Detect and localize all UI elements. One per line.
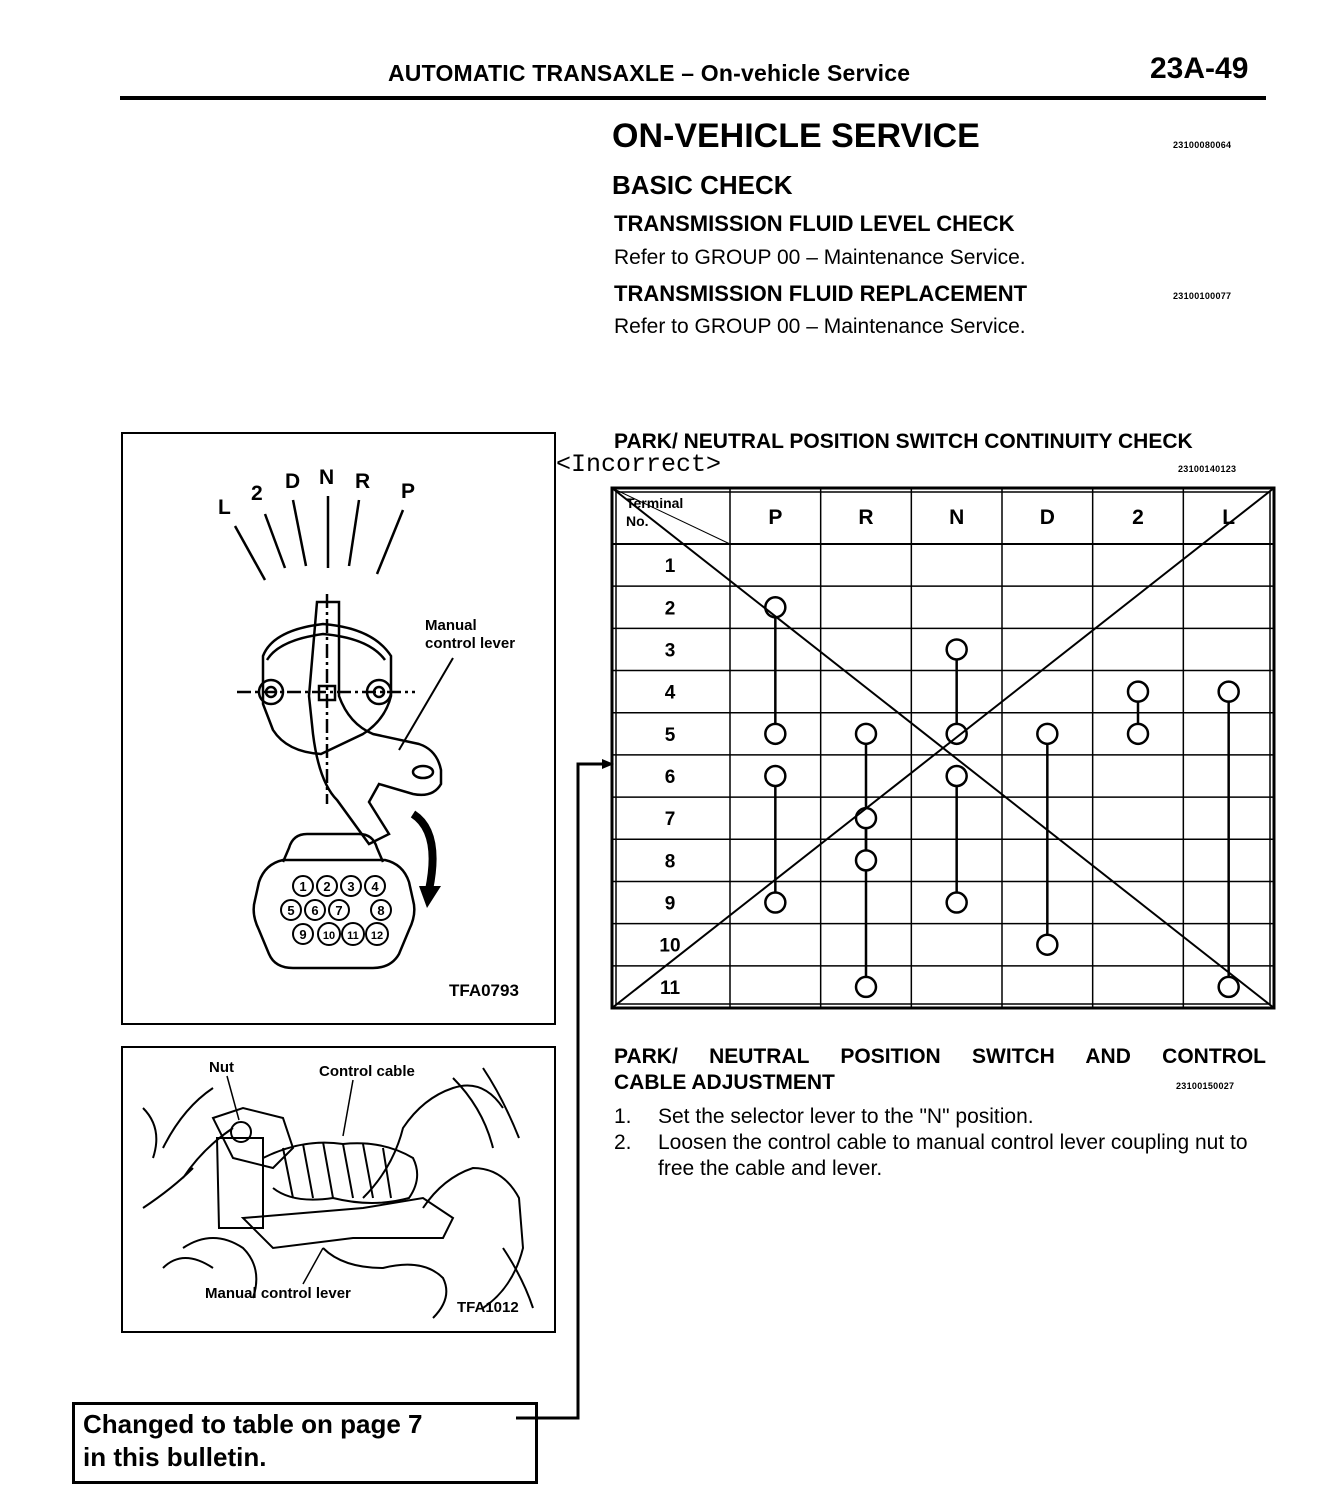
header-rule xyxy=(120,96,1266,100)
pin-label: 10 xyxy=(322,930,336,942)
engine-bay-linework xyxy=(143,1068,533,1318)
continuity-node xyxy=(856,724,876,744)
fluid-replacement-heading: TRANSMISSION FLUID REPLACEMENT xyxy=(614,281,1028,306)
column-header: P xyxy=(768,506,783,529)
fluid-replacement-text: Refer to GROUP 00 – Maintenance Service. xyxy=(614,315,1026,338)
continuity-node xyxy=(765,766,785,786)
pin-label: 12 xyxy=(370,930,384,942)
position-label: L xyxy=(218,496,231,519)
continuity-code: 23100140123 xyxy=(1178,464,1237,474)
control-cable-label: Control cable xyxy=(319,1063,415,1080)
adjustment-code: 23100150027 xyxy=(1176,1081,1235,1091)
pin-label: 6 xyxy=(311,903,319,918)
incorrect-stamp: <Incorrect> xyxy=(556,450,722,479)
switch-body xyxy=(237,594,441,844)
manual-lever-label-line2: control lever xyxy=(425,635,516,652)
continuity-node xyxy=(947,724,967,744)
page-number: 23A-49 xyxy=(1150,52,1249,85)
step-text: Set the selector lever to the "N" position. xyxy=(658,1105,1034,1128)
continuity-node xyxy=(1128,724,1148,744)
continuity-check-title: PARK/ NEUTRAL POSITION SWITCH CONTINUITY CHECK xyxy=(614,430,1193,453)
adjustment-title-line2: CABLE ADJUSTMENT xyxy=(614,1071,835,1094)
nut-label: Nut xyxy=(209,1059,234,1076)
continuity-node xyxy=(1037,724,1057,744)
continuity-node xyxy=(856,850,876,870)
fluid-level-heading: TRANSMISSION FLUID LEVEL CHECK xyxy=(614,211,1015,236)
section-code: 23100080064 xyxy=(1173,140,1232,150)
continuity-node xyxy=(765,597,785,617)
continuity-node xyxy=(765,724,785,744)
pin-label: 8 xyxy=(377,903,385,918)
continuity-node xyxy=(947,639,967,659)
row-terminal-number: 8 xyxy=(664,851,676,873)
manual-lever-label-line1: Manual xyxy=(425,617,477,634)
row-terminal-number: 2 xyxy=(664,598,676,620)
adjustment-title-line1: PARK/ NEUTRAL POSITION SWITCH AND CONTROL xyxy=(614,1045,1266,1068)
position-label: P xyxy=(401,480,416,503)
running-header-title: AUTOMATIC TRANSAXLE – On-vehicle Service xyxy=(388,60,911,86)
manual-lever-label-2: Manual control lever xyxy=(205,1285,351,1302)
figure-switch-positions xyxy=(121,432,556,1025)
pin-label: 11 xyxy=(347,930,359,942)
position-label: N xyxy=(319,466,335,489)
continuity-node xyxy=(856,808,876,828)
continuity-node xyxy=(1219,977,1239,997)
position-label: D xyxy=(285,470,301,493)
step-text: Loosen the control cable to manual control lever coupling nut to free the cable and lever. xyxy=(658,1131,1248,1180)
row-terminal-number: 5 xyxy=(664,724,676,746)
step-item xyxy=(614,1104,1268,1130)
column-header: N xyxy=(949,506,965,529)
pin-label: 2 xyxy=(323,879,331,894)
pin-label: 1 xyxy=(299,879,307,894)
bulletin-note-box xyxy=(72,1402,538,1484)
continuity-node xyxy=(1037,935,1057,955)
row-terminal-number: 10 xyxy=(659,935,681,957)
fluid-level-text: Refer to GROUP 00 – Maintenance Service. xyxy=(614,246,1026,269)
switch-illustration xyxy=(123,434,554,1023)
pin-label: 9 xyxy=(299,927,307,942)
row-terminal-number: 9 xyxy=(664,893,676,915)
connector-arrow-icon xyxy=(602,759,614,769)
row-terminal-number: 7 xyxy=(664,809,676,831)
note-line-2: in this bulletin. xyxy=(83,1442,267,1472)
arrow-icon xyxy=(413,814,433,890)
continuity-table xyxy=(604,480,1284,1016)
continuity-node xyxy=(856,977,876,997)
continuity-node xyxy=(1128,682,1148,702)
continuity-node xyxy=(947,766,967,786)
position-lines xyxy=(235,496,403,580)
row-terminal-number: 1 xyxy=(664,556,676,578)
step-item xyxy=(614,1130,1268,1182)
fluid-replacement-code: 23100100077 xyxy=(1173,291,1232,301)
pin-label: 4 xyxy=(371,879,379,894)
figure-control-cable xyxy=(121,1046,556,1333)
position-label: 2 xyxy=(251,482,263,505)
figure-id: TFA1012 xyxy=(457,1299,519,1316)
row-terminal-number: 4 xyxy=(664,682,676,704)
row-terminal-number: 6 xyxy=(664,767,676,788)
engine-bay-illustration xyxy=(123,1048,554,1331)
note-connector-line xyxy=(516,756,616,1436)
terminal-label: Terminal xyxy=(626,495,684,511)
label-leader-line xyxy=(399,658,453,750)
position-label: R xyxy=(355,470,371,493)
section-title: ON-VEHICLE SERVICE xyxy=(612,117,980,155)
column-header: L xyxy=(1222,506,1236,529)
adjustment-steps xyxy=(614,1104,1268,1182)
note-line-1: Changed to table on page 7 xyxy=(83,1409,423,1439)
basic-check-heading: BASIC CHECK xyxy=(612,170,793,200)
pin-label: 7 xyxy=(335,903,343,918)
column-header: 2 xyxy=(1132,506,1144,529)
step-number: 2. xyxy=(614,1131,632,1154)
terminal-no-label: No. xyxy=(626,513,649,529)
figure-id: TFA0793 xyxy=(449,981,519,1000)
column-header: D xyxy=(1039,506,1055,529)
pin-label: 5 xyxy=(287,903,295,918)
arrow-head-icon xyxy=(419,886,441,908)
row-terminal-number: 3 xyxy=(664,640,676,662)
continuity-node xyxy=(947,893,967,913)
column-header: R xyxy=(858,506,874,529)
step-number: 1. xyxy=(614,1105,632,1128)
continuity-node xyxy=(765,893,785,913)
pin-label: 3 xyxy=(347,879,355,894)
row-terminal-number: 11 xyxy=(659,977,681,999)
continuity-node xyxy=(1219,682,1239,702)
